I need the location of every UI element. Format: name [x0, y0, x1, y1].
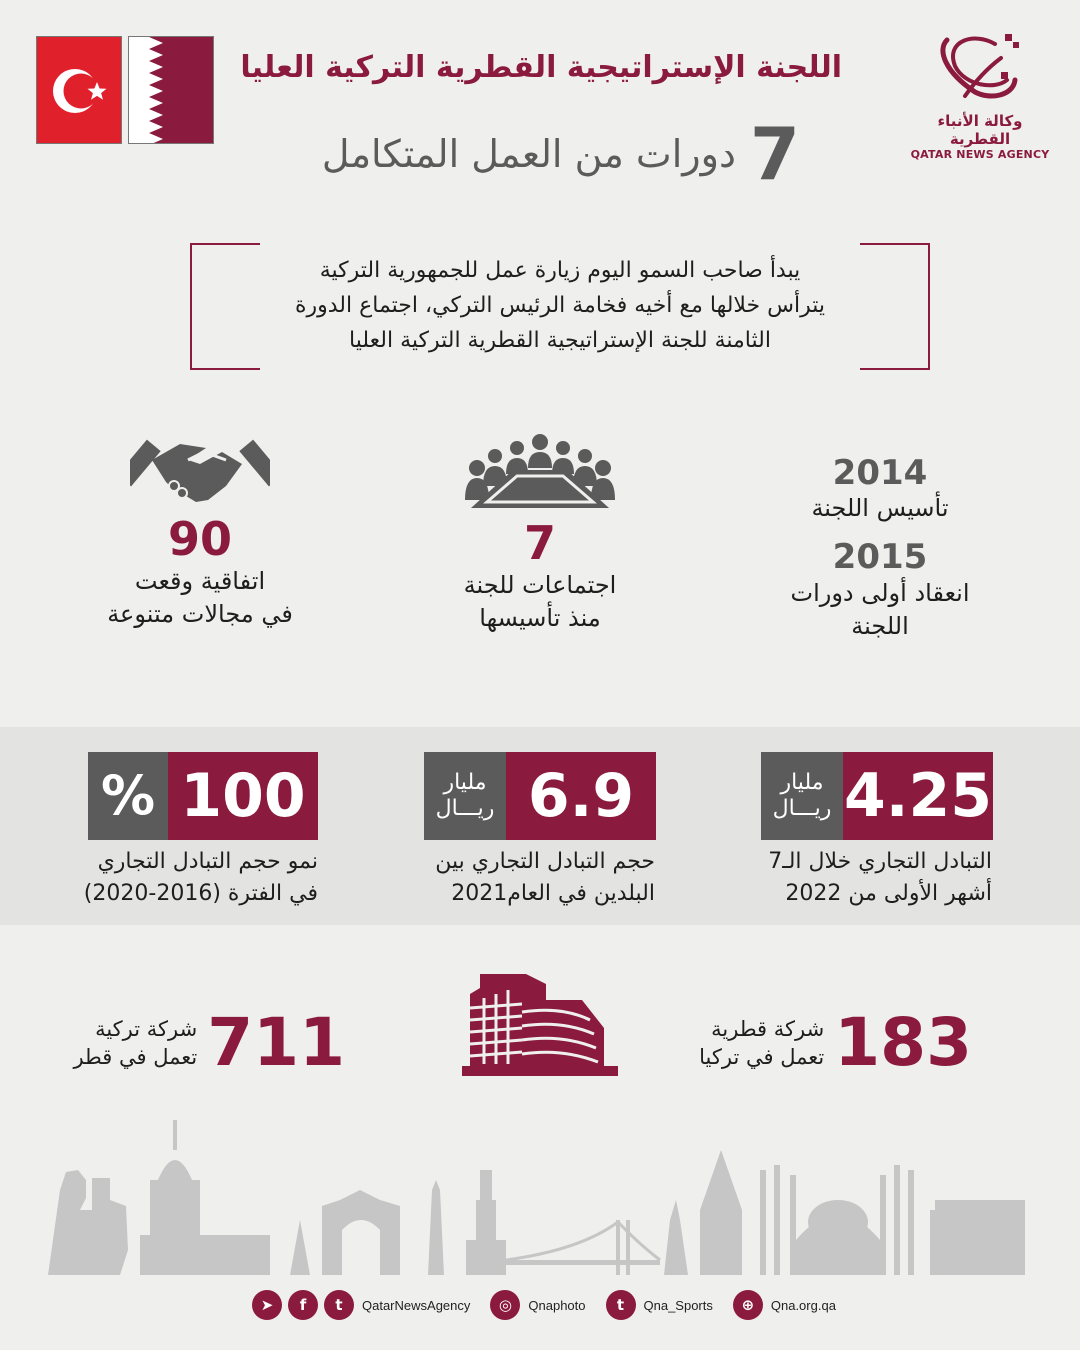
page-title: اللجنة الإستراتيجية القطرية التركية العليا: [240, 50, 842, 85]
qna-logo: [910, 30, 1050, 161]
agreements-value: 90: [167, 512, 232, 566]
unit-label: مليار ريـــال: [424, 752, 506, 840]
trade-growth-tile: [88, 752, 318, 840]
facebook-icon[interactable]: f: [288, 1290, 318, 1320]
qatari-companies-stat: 183 شركة قطرية تعمل في تركيا: [699, 1004, 972, 1081]
trade-value: 100: [168, 752, 318, 840]
agreements-stat: 90 اتفاقية وقعت في مجالات متنوعة: [80, 430, 320, 631]
website-link[interactable]: Qna.org.qa: [770, 1297, 836, 1313]
logo-english: QATAR NEWS AGENCY: [910, 148, 1050, 161]
year-founded: 2014: [832, 453, 928, 493]
telegram-icon[interactable]: ➤: [252, 1290, 282, 1320]
twitter-icon[interactable]: t: [606, 1290, 636, 1320]
meetings-value: 7: [523, 516, 556, 570]
turkey-flag-icon: [36, 36, 122, 144]
handle-qatarnewsagency[interactable]: QatarNewsAgency: [362, 1297, 471, 1313]
subtitle-number: 7: [749, 112, 800, 196]
instagram-icon[interactable]: ◎: [490, 1290, 520, 1320]
handle-qnaphoto[interactable]: Qnaphoto: [528, 1297, 586, 1313]
twitter-icon[interactable]: t: [324, 1290, 354, 1320]
trade-caption-2022: التبادل التجاري خلال الـ7 أشهر الأولى من 2022: [768, 849, 992, 906]
turkey-skyline-illustration: [0, 1110, 1080, 1279]
timeline: 2014 تأسيس اللجنة 2015 انعقاد أولى دورات اللجنة: [760, 455, 1000, 643]
trade-caption-2021: حجم التبادل التجاري بين البلدين في العام2021: [435, 849, 655, 906]
trade-growth-caption: نمو حجم التبادل التجاري في الفترة (2016-2020): [83, 849, 318, 906]
page-subtitle: [321, 112, 800, 196]
trade-value: 4.25: [843, 752, 993, 840]
intro-text: يبدأ صاحب السمو اليوم زيارة عمل للجمهورية التركية يترأس خلالها مع أخيه فخامة الرئيس التركي، اجتماع الدورة الثامنة للجنة الإستراتيجية القطرية التركية العليا: [294, 258, 826, 353]
flags: [36, 36, 216, 144]
handle-qna-sports[interactable]: Qna_Sports: [643, 1297, 713, 1313]
intro-box: [190, 243, 930, 370]
logo-arabic: وكالة الأنباء القطرية: [937, 112, 1023, 148]
year-first-session: 2015: [832, 537, 928, 578]
qna-logo-icon: [935, 30, 1025, 102]
turkish-companies-value: 711: [207, 1004, 345, 1081]
handshake-icon: [130, 430, 270, 510]
percent-label: %: [88, 752, 168, 840]
office-building-icon: [462, 968, 618, 1080]
qatari-companies-value: 183: [834, 1004, 972, 1081]
meetings-stat: 7 اجتماعات للجنة منذ تأسيسها: [420, 430, 660, 635]
trade-value: 6.9: [506, 752, 656, 840]
turkish-companies-stat: 711 شركة تركية تعمل في قطر: [73, 1004, 345, 1081]
unit-label: مليار ريـــال: [761, 752, 843, 840]
qatar-flag-icon: [128, 36, 214, 144]
subtitle-text: دورات من العمل المتكامل: [321, 132, 736, 176]
globe-icon[interactable]: ⊕: [733, 1290, 763, 1320]
trade-tile-2022: [761, 752, 993, 840]
social-footer: [252, 1290, 850, 1320]
meeting-table-icon: [465, 430, 615, 514]
trade-tile-2021: [424, 752, 656, 840]
